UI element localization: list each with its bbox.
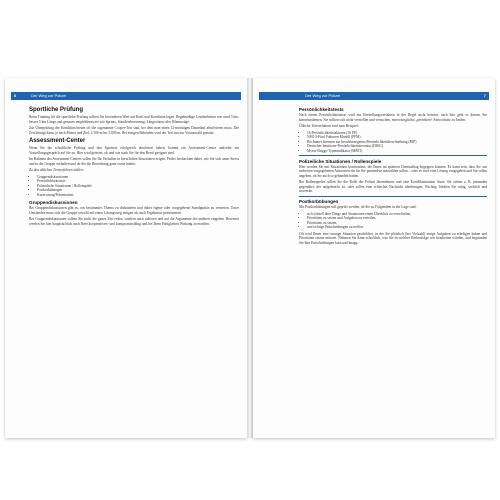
- list-item: • 16 Persönlichkeitsfaktoren (16 PF): [307, 131, 487, 136]
- right-running-title: Der Weg zur Polizei: [305, 93, 341, 98]
- test-list: [29, 175, 239, 198]
- list-item: • Kurzvortrag/Präsentation: [37, 193, 239, 198]
- persoenlichkeit-list: [299, 131, 487, 154]
- list-item: • Polizeiliche Situationen / Rollenspiele: [37, 184, 239, 189]
- list-item: • Myers-Briggs-Typenindikator (MBTI): [307, 149, 487, 154]
- list-item: • Bochumer Inventar zur berufsbezogenen Persönlichkeitsbeschreibung (BIP): [307, 140, 487, 145]
- list-item: • Postkorbübungen: [37, 188, 239, 193]
- list-item: • und richtige Entscheidungen zu treffen.: [307, 225, 487, 230]
- left-page: [5, 78, 247, 438]
- section-divider: [299, 155, 487, 156]
- section-heading-postkorb: Postkorbübungen: [299, 199, 339, 205]
- list-item: • Prioritäten zu setzen und Aufgaben zu verteilen,: [307, 216, 487, 221]
- paragraph: Beim Training für die sportliche Prüfung sollten Sie besonderen Wert auf Kraft und Kondition legen. Regelmäßige Laufeinheiten von rund 3 km, besser 5 km Länge und genaues empfehlenswert wie Sprints, Standverbesserung, Längssitzen oder Klimmzüge.: [29, 115, 239, 124]
- list-item: • NEO 5-Fünf Faktoren Modell (FFM): [307, 135, 487, 140]
- right-page: [253, 78, 495, 438]
- list-item: • Prioritäten zu setzen,: [307, 221, 487, 226]
- list-item: • sich schnell über Dinge und Situationen einen Überblick zu verschaffen,: [307, 212, 487, 217]
- section-heading-rollenspiele: Polizeiliche Situationen / Rollenspiele: [299, 158, 382, 164]
- paragraph: Hier werden Sie mit Situationen konfrontiert, die Ihnen im späteren Dienstalltag begegnen können. Es kann sein, dass Sie aus mehreren vorgegebenen Antworten die für Sie passendste auswählen sollen – oder es wird eine Lösung vorgegeben und Sie sollen angeben, ob Sie auch so gehandelt hätten.: [299, 164, 487, 178]
- list-intro: Zu den üblichen Testverfahren zählen:: [29, 168, 85, 172]
- list-item: • Deutscher Intuitions-Persönlichkeitsinventar (DISG): [307, 144, 487, 149]
- paragraph: Bei Gruppendiskussionen sollten Sie nicht die ganze Zeit reden, sondern auch zuhören und auf die Argumente der anderen eingehen. Bewertet werden Sie hier hauptsächlich nach Ihrer kooperativen- und kompromissfähig und bei Ihren Fähigkeiten Wirkung zu erzielen.: [29, 217, 239, 226]
- list-item: • Gruppendiskussionen: [37, 175, 239, 180]
- section-heading-assessment: Assessment-Center: [29, 138, 86, 144]
- right-page-content: [299, 104, 487, 247]
- paragraph: Zur Überprüfung der Kondition bieten oft die sogenannte Cooper-Test statt, bei dem man einen 12-minütigen Dauerlauf absolvieren muss. Die Zeit beträgt dann, je nach Monat und Ziel, 2.500 m bis 3.000 m. Bei einigen Behörden wird der Test nur zur Vorauswahl genutzt.: [29, 126, 239, 135]
- section-divider: [299, 196, 487, 197]
- list-item: • Persönlichkeitstests: [37, 179, 239, 184]
- left-running-title: Der Weg zur Polizei: [31, 93, 67, 98]
- paragraph: Nach einem Persönlichkeitstest wird ein Einstellungsverfahren in der Regel nicht benotet, nach hier geht es darum, Sie kennenzulernen. Sie sollten sich nicht verstellen und versuchen, einen möglichst „perfekten“ Antwortsatz zu finden.: [299, 113, 487, 122]
- left-page-content: [29, 104, 239, 228]
- postkorb-list: [299, 212, 487, 230]
- paragraph: Mit Postkorbübungen soll geprüft werden, ob Sie zu Folgendem in der Lage sind:: [299, 205, 417, 210]
- right-page-number: 7: [483, 93, 486, 98]
- left-running-header: [11, 92, 241, 100]
- left-page-number: 6: [14, 93, 17, 98]
- right-running-header: [259, 92, 489, 100]
- paragraph: Bei Rollenspielen sollen Sie die Rolle der Polizei übernehmen und eine Konfliktsituation lösen. Sie stehen z. B. jemanden gegenüber, der aufgebracht ist, oder sollen eine schlechte Nachricht überbringen. Wichtig: bleiben Sie ruhig, sachlich und souverän.: [299, 180, 487, 194]
- section-heading-sport: Sportliche Prüfung: [29, 107, 83, 113]
- section-heading-gruppendiskussionen: Gruppendiskussionen: [29, 200, 78, 205]
- paragraph: Im Rahmen des Assessment-Centers sollen Sie Ihr Verhalten in beruflichen Situationen zeigen. Prüfer beobachten dabei, wie Sie sich unter Stress und in der Gruppe verhalten und ob Sie die Bewerbung ganz vorne haben.: [29, 157, 239, 166]
- paragraph: Wenn Sie die schriftliche Prüfung und den Sporttest erfolgreich absolviert haben, kommt ein Assessment-Center und/oder ein Vorstellungsgespräch auf Sie zu. Hier wird getestet, ob und wie stark Sie für den Beruf geeignet sind.: [29, 146, 239, 155]
- section-heading-persoenlichkeit: Persönlichkeitstests: [299, 107, 344, 112]
- paragraph: Bei Gruppendiskussionen gibt es, ein bestimmtes Thema zu diskutieren und dabei eigene oder vorgegebene Standpunkte zu vertreten. Unter Umständen muss sich die Gruppe sowohl auf einen Lösungsweg einigen als auch Ergebnisse präsentieren.: [29, 206, 239, 215]
- paragraph: Übliche Testverfahren sind zum Beispiel:: [299, 124, 359, 128]
- paragraph: Oft wird Ihnen eine sonnige Situation geschildert, in der Sie plötzlich (bei Vielzahl) einige Aufgaben zu erledigen haben und Prioritäten setzen müssen. Nehmen Sie dann schriftlich, was Sie in welcher Reihenfolge wie bearbeiten würden, und begründen Sie Ihre Entscheidungen kurz und knapp.: [299, 231, 487, 245]
